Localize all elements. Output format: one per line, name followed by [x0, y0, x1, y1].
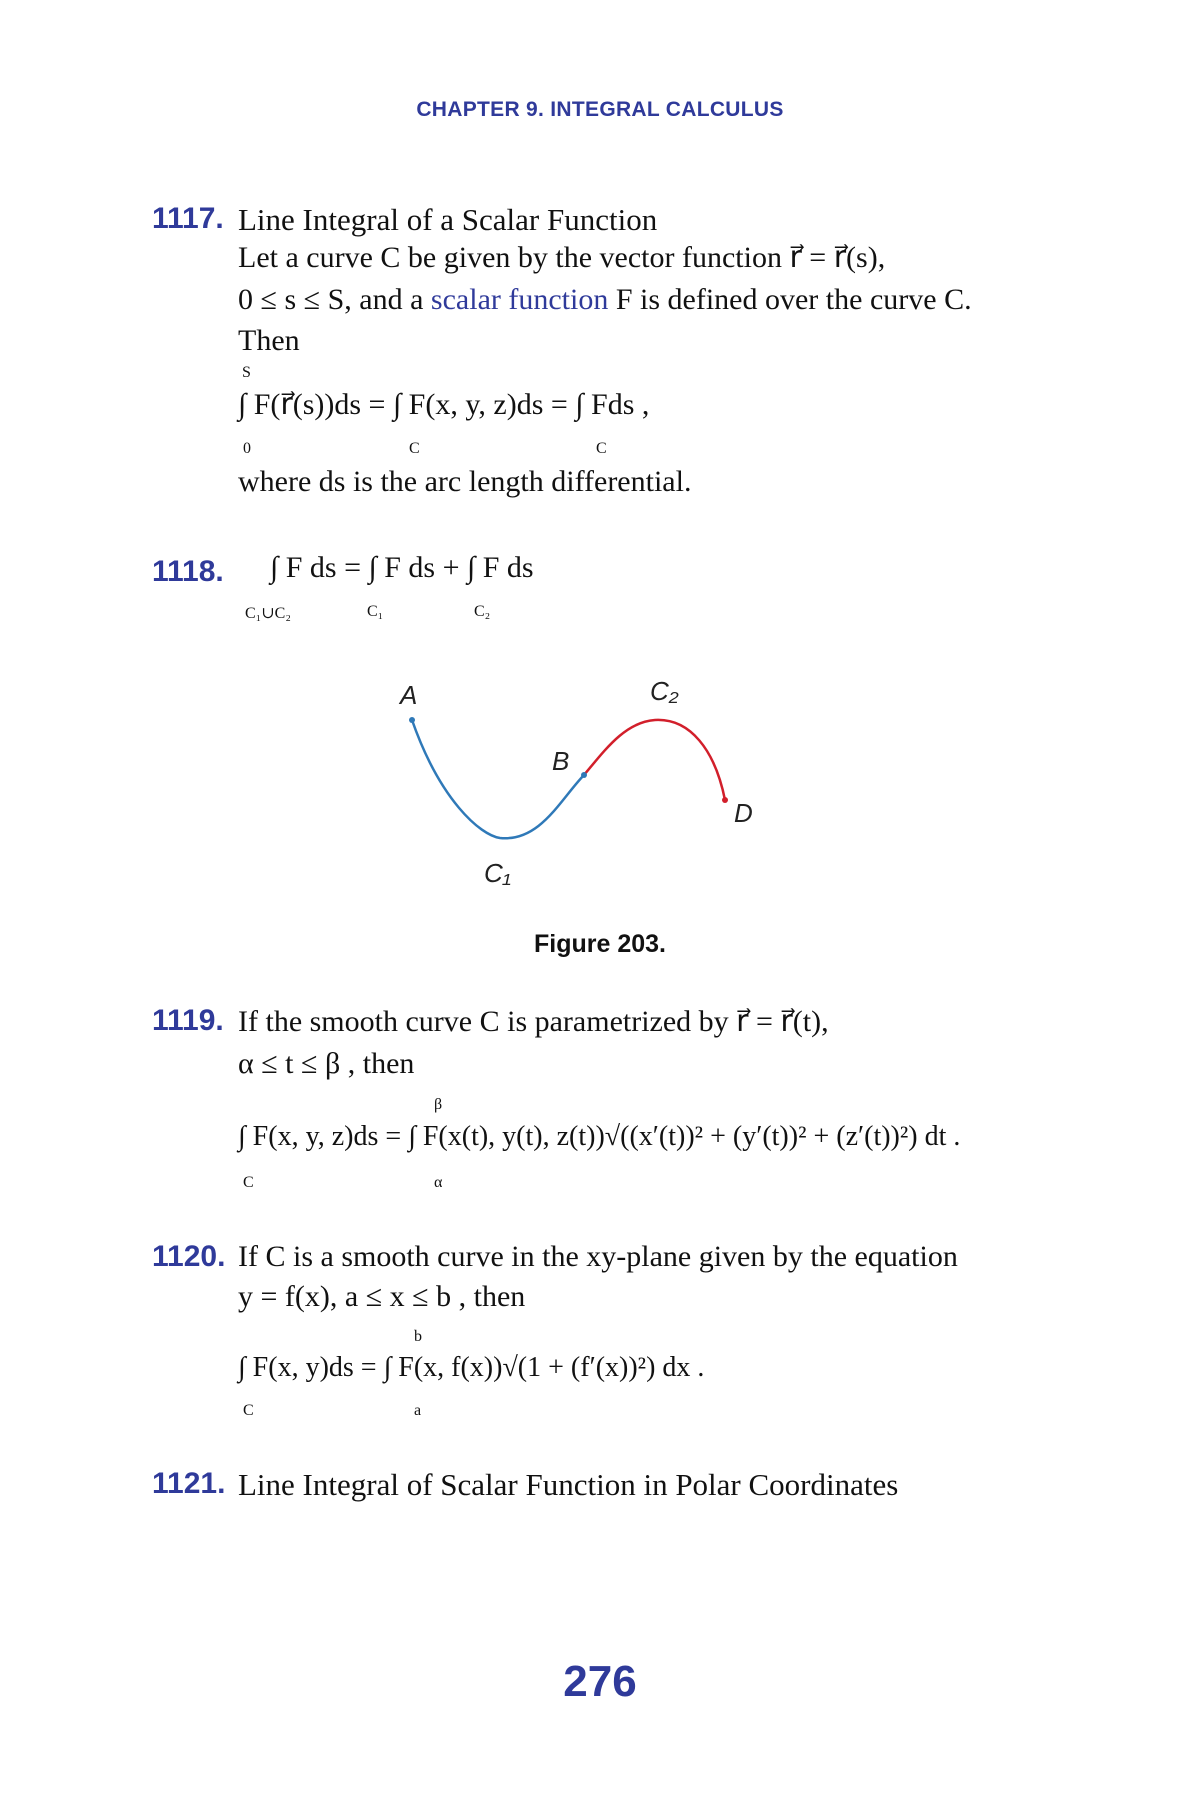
formula-1119: ∫ F(x, y, z)ds = ∫ F(x(t), y(t), z(t))√((x′(t))² + (y′(t))² + (z′(t))²) dt . — [238, 1121, 961, 1152]
label-d: D — [734, 798, 753, 828]
section-number: 1118. — [152, 555, 224, 588]
integral-lower-limit: C — [243, 1402, 254, 1419]
formula-1117: ∫ F(r⃗(s))ds = ∫ F(x, y, z)ds = ∫ Fds , — [238, 388, 650, 421]
integral-lower-limit: C — [596, 440, 607, 457]
formula-1120: ∫ F(x, y)ds = ∫ F(x, f(x))√(1 + (f′(x))²) dx . — [238, 1352, 705, 1383]
curve-c2 — [584, 720, 725, 800]
integral-upper-limit: β — [434, 1096, 443, 1113]
integral-upper-limit: b — [414, 1328, 422, 1345]
integral-lower-limit: 0 — [243, 440, 251, 457]
label-c2: C₂ — [650, 676, 679, 706]
text-line: If the smooth curve C is parametrized by r⃗ = r⃗(t), — [238, 1005, 829, 1038]
integral-lower-limit: C — [243, 1174, 254, 1191]
text-line: where ds is the arc length differential. — [238, 465, 692, 498]
text-fragment: F is defined over the curve C. — [608, 283, 972, 316]
point-a — [409, 717, 415, 723]
integral-lower-limit: a — [414, 1402, 422, 1419]
text-line: Let a curve C be given by the vector function r⃗ = r⃗(s), — [238, 241, 886, 274]
integral-upper-limit: S — [242, 364, 251, 381]
integral-lower-limit: C₁ — [367, 603, 384, 620]
text-line — [238, 283, 972, 317]
curve-c1 — [412, 720, 584, 838]
point-d — [722, 797, 728, 803]
integral-lower-limit: α — [434, 1174, 443, 1191]
formula-1118: ∫ F ds = ∫ F ds + ∫ F ds — [270, 551, 534, 584]
section-number: 1119. — [152, 1004, 224, 1037]
figure-caption: Figure 203. — [534, 930, 666, 958]
integral-lower-limit: C — [409, 440, 420, 457]
section-title: Line Integral of Scalar Function in Polar Coordinates — [238, 1467, 899, 1502]
integral-lower-limit: C₂ — [474, 603, 491, 620]
label-a: A — [400, 680, 418, 710]
text-line: α ≤ t ≤ β , then — [238, 1047, 415, 1080]
text-fragment: 0 ≤ s ≤ S, and a — [238, 283, 431, 316]
section-title: Line Integral of a Scalar Function — [238, 202, 658, 237]
text-line: Then — [238, 324, 300, 357]
section-number: 1117. — [152, 202, 224, 235]
label-b: B — [552, 746, 570, 776]
page-number: 276 — [563, 1657, 637, 1706]
section-number: 1120. — [152, 1240, 226, 1273]
figure-curve-diagram — [380, 670, 840, 900]
integral-lower-limit: C₁∪C₂ — [245, 605, 291, 622]
point-b — [581, 772, 587, 778]
scalar-function-link[interactable]: scalar function — [430, 283, 609, 316]
label-c1: C₁ — [484, 858, 511, 888]
text-line: y = f(x), a ≤ x ≤ b , then — [238, 1280, 526, 1313]
section-number: 1121. — [152, 1467, 226, 1500]
text-line: If C is a smooth curve in the xy-plane given by the equation — [238, 1240, 958, 1273]
chapter-header: CHAPTER 9. INTEGRAL CALCULUS — [416, 98, 784, 121]
